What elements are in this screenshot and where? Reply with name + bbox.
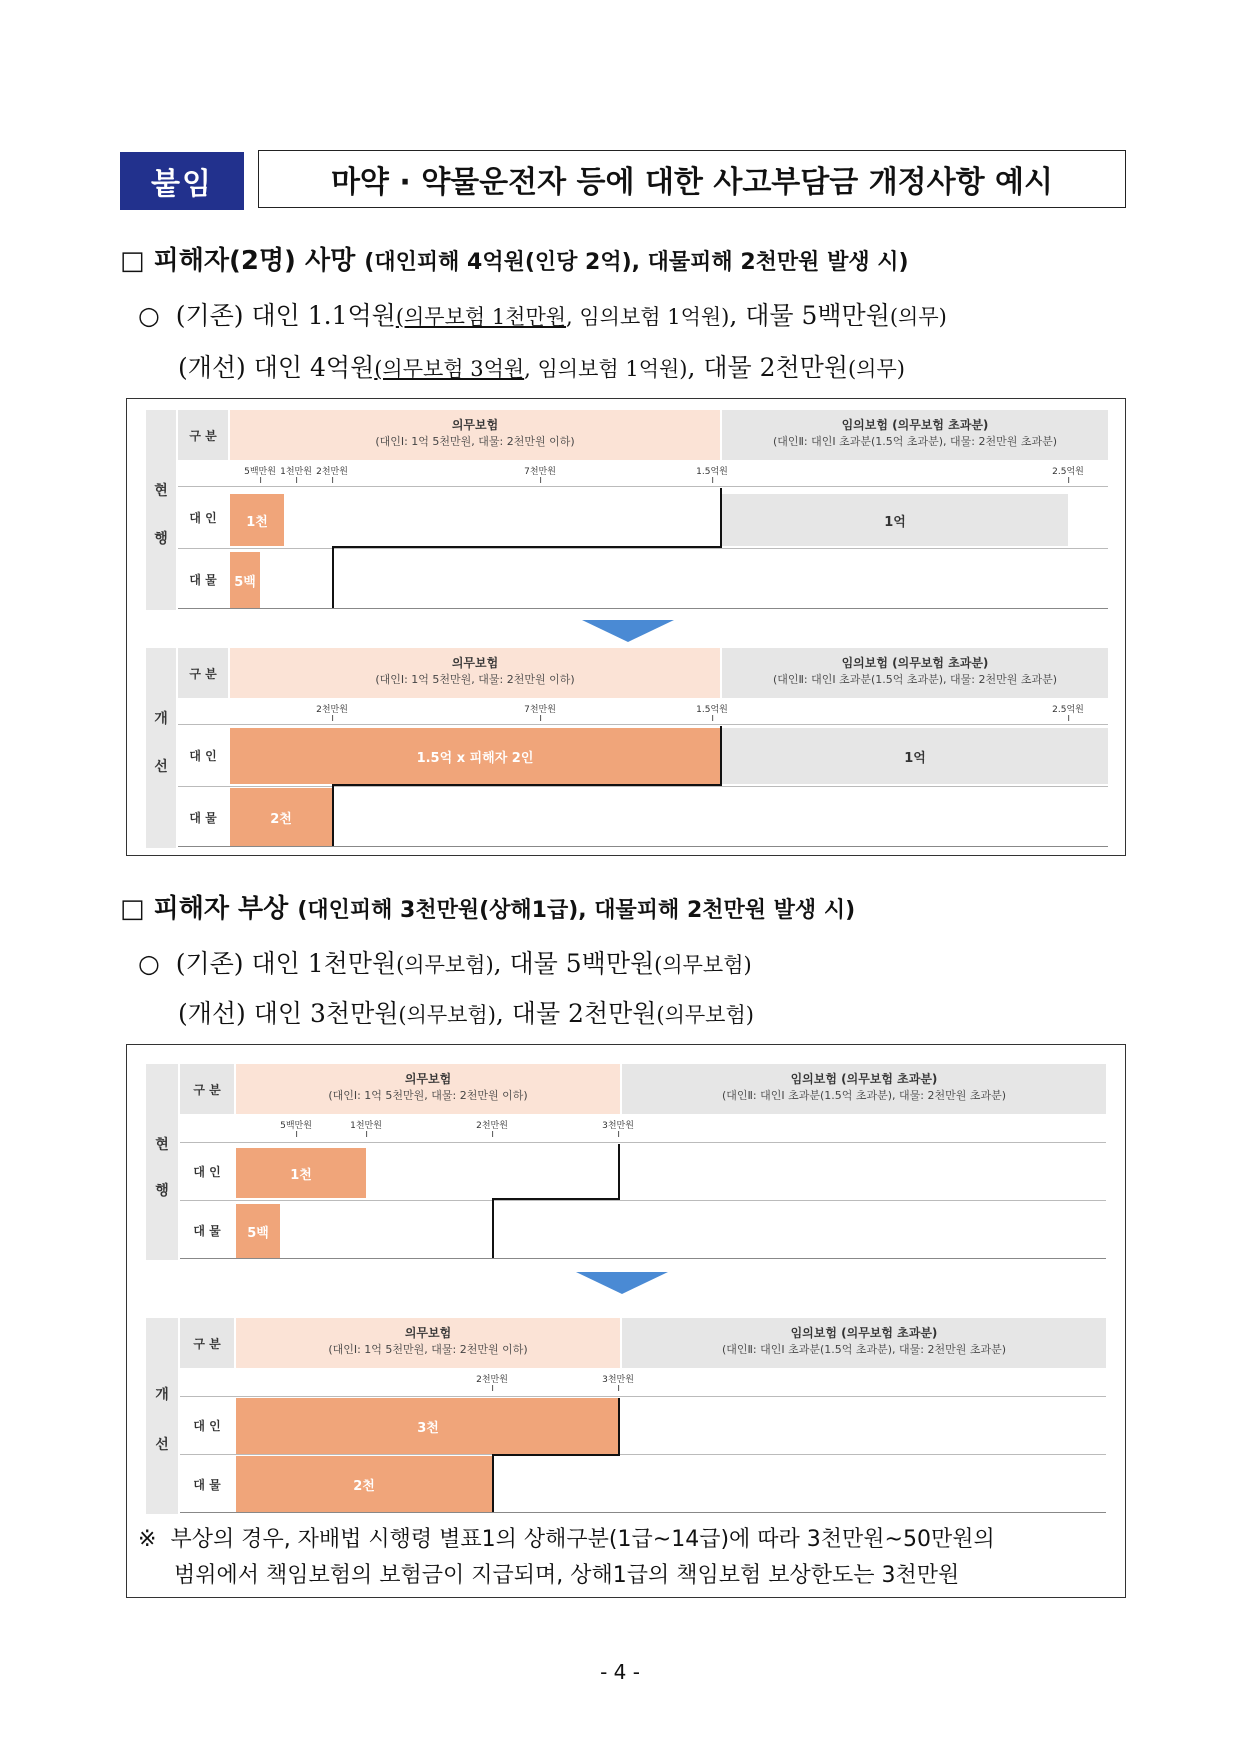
optional-header: 임의보험 (의무보험 초과분) (대인Ⅱ: 대인Ⅰ 초과분(1.5억 초과분), 대물: 2천만원 초과분)	[722, 410, 1108, 460]
side-label-current: 현 행	[146, 1064, 178, 1260]
optional-header: 임의보험 (의무보험 초과분) (대인Ⅱ: 대인Ⅰ 초과분(1.5억 초과분), 대물: 2천만원 초과분)	[622, 1318, 1106, 1368]
row-label-person: 대 인	[193, 1418, 221, 1433]
row-label-person: 대 인	[189, 510, 217, 525]
down-arrow-icon	[582, 620, 674, 642]
mandatory-header: 의무보험 (대인Ⅰ: 1억 5천만원, 대물: 2천만원 이하)	[236, 1064, 620, 1114]
tick-label: 3천만원	[602, 1118, 634, 1131]
bar-property-mandatory: 2천	[230, 788, 332, 846]
tick-label: 2천만원	[476, 1372, 508, 1385]
side-label-improved: 개 선	[146, 648, 176, 848]
optional-header: 임의보험 (의무보험 초과분) (대인Ⅱ: 대인Ⅰ 초과분(1.5억 초과분), 대물: 2천만원 초과분)	[722, 648, 1108, 698]
tick-label: 2.5억원	[1052, 702, 1084, 715]
bar-property-mandatory: 5백	[230, 552, 260, 608]
bar-person-optional: 1억	[722, 728, 1108, 784]
bar-person-mandatory: 1천	[236, 1148, 366, 1198]
side-label-improved: 개 선	[146, 1318, 178, 1514]
tick-label: 1.5억원	[696, 464, 728, 477]
bar-person-mandatory: 1.5억 x 피해자 2인	[230, 728, 720, 784]
bar-property-mandatory: 2천	[236, 1456, 492, 1512]
mandatory-header: 의무보험 (대인Ⅰ: 1억 5천만원, 대물: 2천만원 이하)	[230, 648, 720, 698]
row-label-property: 대 물	[193, 1477, 221, 1492]
tick-label: 2천만원	[316, 702, 348, 715]
tick-label: 3천만원	[602, 1372, 634, 1385]
side-label-current: 현 행	[146, 410, 176, 610]
page-number: - 4 -	[600, 1660, 640, 1684]
diagram1-improved	[146, 648, 1108, 848]
attachment-badge: 붙임	[120, 152, 244, 210]
bar-person-mandatory: 1천	[230, 494, 284, 546]
col-header: 구 분	[178, 410, 228, 460]
section1-heading: □ 피해자(2명) 사망 (대인피해 4억원(인당 2억), 대물피해 2천만원 발생 시)	[120, 246, 909, 276]
tick-label: 7천만원	[524, 464, 556, 477]
mandatory-header: 의무보험 (대인Ⅰ: 1억 5천만원, 대물: 2천만원 이하)	[230, 410, 720, 460]
section2-heading: □ 피해자 부상 (대인피해 3천만원(상해1급), 대물피해 2천만원 발생 시)	[120, 894, 856, 924]
tick-label: 2.5억원	[1052, 464, 1084, 477]
section1-line-before: ○ (기존) 대인 1.1억원(의무보험 1천만원, 임의보험 1억원), 대물 5백만원(의무)	[138, 301, 947, 330]
col-header: 구 분	[178, 648, 228, 698]
footnote-line1: ※ 부상의 경우, 자배법 시행령 별표1의 상해구분(1급~14급)에 따라 3천만원~50만원의	[138, 1527, 995, 1552]
row-label-property: 대 물	[189, 810, 217, 825]
row-label-property: 대 물	[193, 1223, 221, 1238]
tick-label: 5백만원	[280, 1118, 312, 1131]
section2-line-after: (개선) 대인 3천만원(의무보험), 대물 2천만원(의무보험)	[178, 999, 754, 1028]
tick-label: 1천만원	[350, 1118, 382, 1131]
row-label-person: 대 인	[189, 748, 217, 763]
tick-label: 2천만원	[476, 1118, 508, 1131]
col-header: 구 분	[180, 1064, 234, 1114]
bar-person-mandatory: 3천	[236, 1398, 620, 1454]
bar-person-optional: 1억	[722, 494, 1068, 546]
row-label-person: 대 인	[193, 1164, 221, 1179]
footnote-line2: 범위에서 책임보험의 보험금이 지급되며, 상해1급의 책임보험 보상한도는 3천만원	[174, 1563, 960, 1588]
row-label-property: 대 물	[189, 572, 217, 587]
section1-line-after: (개선) 대인 4억원(의무보험 3억원, 임의보험 1억원), 대물 2천만원(의무)	[178, 353, 905, 382]
diagram1-current	[146, 410, 1108, 610]
optional-header: 임의보험 (의무보험 초과분) (대인Ⅱ: 대인Ⅰ 초과분(1.5억 초과분), 대물: 2천만원 초과분)	[622, 1064, 1106, 1114]
bar-property-mandatory: 5백	[236, 1204, 280, 1258]
mandatory-header: 의무보험 (대인Ⅰ: 1억 5천만원, 대물: 2천만원 이하)	[236, 1318, 620, 1368]
tick-label: 1.5억원	[696, 702, 728, 715]
col-header: 구 분	[180, 1318, 234, 1368]
tick-label: 2천만원	[316, 464, 348, 477]
diagram2-improved	[146, 1318, 1106, 1514]
tick-label: 5백만원	[244, 464, 276, 477]
document-title: 마약 · 약물운전자 등에 대한 사고부담금 개정사항 예시	[258, 150, 1126, 208]
tick-label: 7천만원	[524, 702, 556, 715]
down-arrow-icon	[576, 1272, 668, 1294]
tick-label: 1천만원	[280, 464, 312, 477]
section2-line-before: ○ (기존) 대인 1천만원(의무보험), 대물 5백만원(의무보험)	[138, 949, 752, 978]
diagram2-current	[146, 1064, 1106, 1260]
